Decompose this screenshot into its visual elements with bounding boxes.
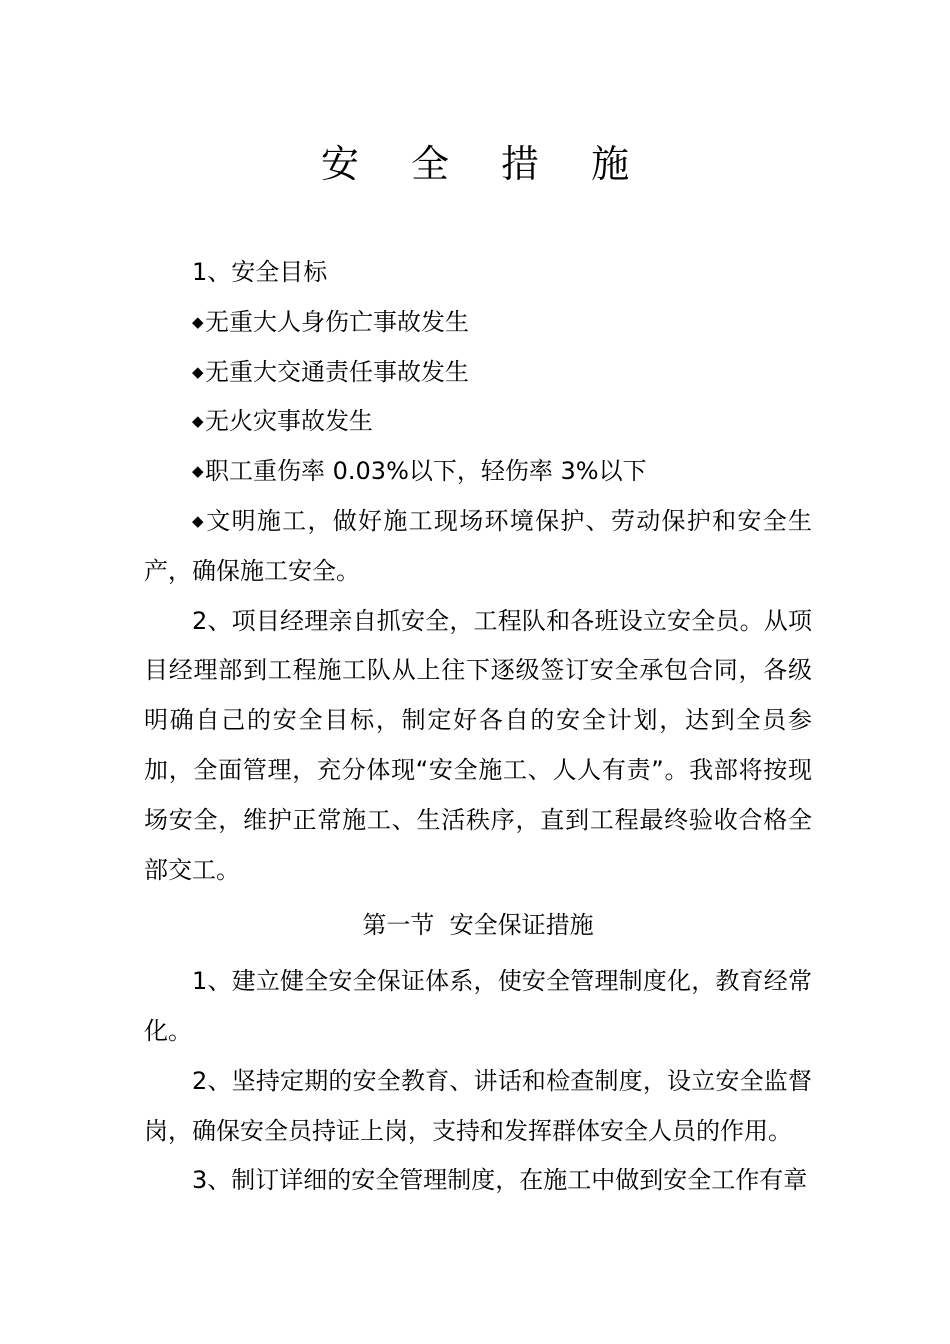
bullet-text-1: 无重大人身伤亡事故发生: [205, 307, 469, 336]
bullet-item-4: [144, 447, 812, 497]
bullet-item-2: [144, 348, 812, 398]
diamond-bullet-icon: ◆: [192, 312, 204, 331]
goal-heading: 1、安全目标: [192, 258, 328, 286]
measure-1: 1、建立健全安全保证体系，使安全管理制度化，教育经常化。: [144, 967, 812, 1045]
bullet-text-2: 无重大交通责任事故发生: [205, 357, 469, 386]
document-body: [144, 248, 812, 1206]
diamond-bullet-icon: ◆: [192, 511, 204, 530]
diamond-bullet-icon: ◆: [192, 362, 204, 381]
measure-2: 2、坚持定期的安全教育、讲话和检查制度，设立安全监督岗，确保安全员持证上岗，支持和发挥群体安全人员的作用。: [144, 1066, 812, 1145]
bullet-item-1: [144, 298, 812, 348]
document-title: 安 全 措 施: [320, 142, 650, 186]
section-heading: 第一节 安全保证措施: [362, 911, 594, 940]
diamond-bullet-icon: ◆: [192, 462, 204, 481]
paragraph-item-2: 2、项目经理亲自抓安全，工程队和各班设立安全员。从项目经理部到工程施工队从上往下逐级签订安全承包合同，各级明确自己的安全目标，制定好各自的安全计划，达到全员参加，全面管理，充分体现“安全施工、人人有责”。我部将按现场安全，维护正常施工、生活秩序，直到工程最终验收合格全部交工。: [144, 606, 812, 884]
diamond-bullet-icon: ◆: [192, 412, 204, 431]
bullet-text-3: 无火灾事故发生: [205, 407, 373, 436]
bullet-item-3: [144, 397, 812, 447]
bullet-text-5: 文明施工，做好施工现场环境保护、劳动保护和安全生产，确保施工安全。: [144, 506, 812, 585]
measure-3: 3、制订详细的安全管理制度，在施工中做到安全工作有章: [192, 1166, 808, 1195]
bullet-item-5: [144, 497, 812, 597]
bullet-text-4: 职工重伤率 0.03%以下，轻伤率 3%以下: [205, 457, 647, 486]
